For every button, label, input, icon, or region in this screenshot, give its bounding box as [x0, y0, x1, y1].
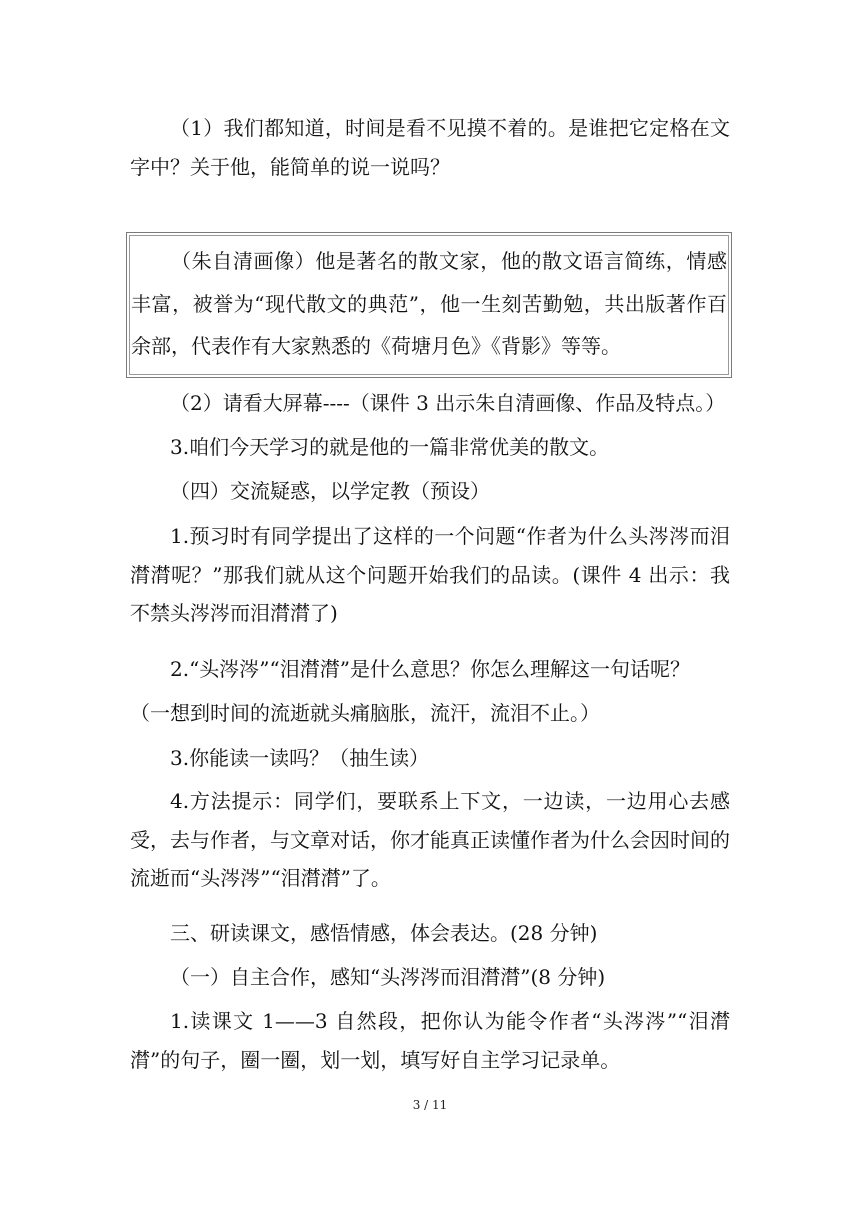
info-box-text: （朱自清画像）他是著名的散文家，他的散文语言简练，情感丰富，被誉为“现代散文的典范”，他一生刻苦勤勉，共出版著作百余部，代表作有大家熟悉的《荷塘月色》《背影》等等。: [131, 249, 727, 358]
paragraph-item-2-answer: （一想到时间的流逝就头痛脑胀，流汗，流泪不止。）: [130, 701, 600, 725]
paragraph-item-3: 3.咱们今天学习的就是他的一篇非常优美的散文。: [170, 435, 610, 459]
info-box-zhu-ziqing: [126, 232, 732, 378]
paragraph-question-1: （1）我们都知道，时间是看不见摸不着的。是谁把它定格在文字中？关于他，能简单的说一说吗？: [130, 116, 730, 179]
paragraph-reading-task: 1.读课文 1——3 自然段，把你认为能令作者“头涔涔”“泪潸潸”的句子，圈一圈，划一划，填写好自主学习记录单。: [130, 1009, 730, 1072]
paragraph-item-4-method: 4.方法提示：同学们，要联系上下文，一边读，一边用心去感受，去与作者，与文章对话，你才能真正读懂作者为什么会因时间的流逝而“头涔涔”“泪潸潸”了。: [130, 789, 730, 890]
page-number: 3 / 11: [412, 1098, 448, 1112]
paragraph-item-2: 2.“头涔涔”“泪潸潸”是什么意思？你怎么理解这一句话呢？: [170, 657, 690, 681]
paragraph-item-3-read: 3.你能读一读吗？（抽生读）: [170, 746, 430, 770]
paragraph-question-2: （2）请看大屏幕----（课件 3 出示朱自清画像、作品及特点。）: [170, 391, 726, 415]
section-heading-4: （四）交流疑惑，以学定教（预设）: [170, 479, 490, 503]
subsection-heading-one: （一）自主合作，感知“头涔涔而泪潸潸”(8 分钟): [170, 965, 606, 989]
paragraph-item-1: 1.预习时有同学提出了这样的一个问题“作者为什么头涔涔而泪潸潸呢？”那我们就从这个问题开始我们的品读。(课件 4 出示：我不禁头涔涔而泪潸潸了): [130, 524, 730, 625]
section-heading-three: 三、研读课文，感悟情感，体会表达。(28 分钟): [170, 921, 598, 945]
